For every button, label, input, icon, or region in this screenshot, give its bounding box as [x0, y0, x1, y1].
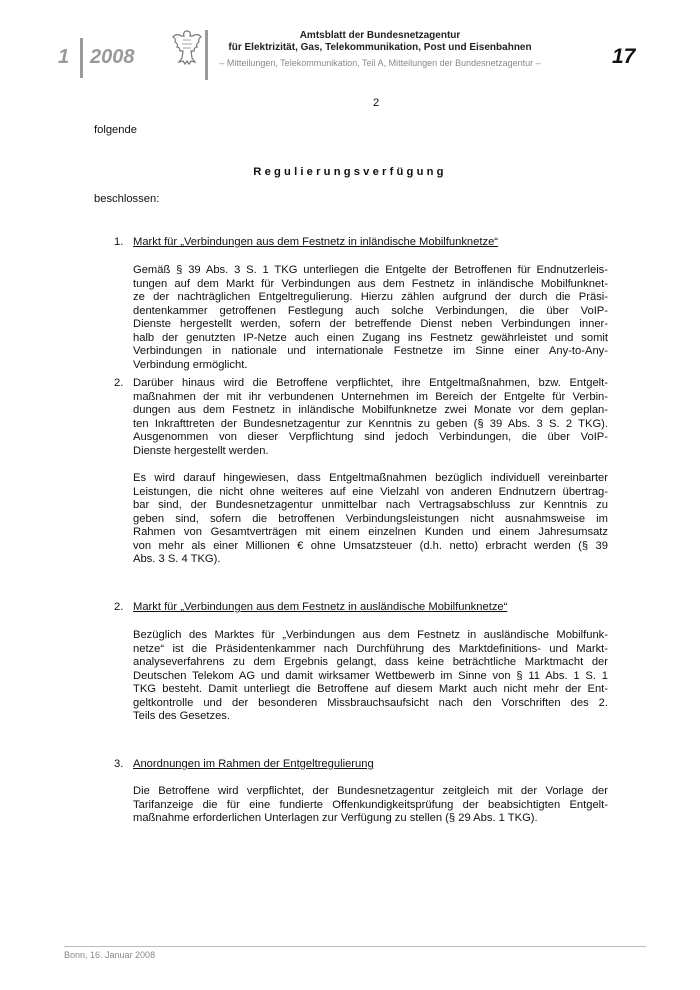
item-paragraph: [133, 264, 608, 372]
text-line: Verbindung ermöglicht.: [133, 358, 248, 371]
document-heading: Regulierungsverfügung: [253, 166, 447, 178]
text-line: geltkontrolle und der besonderen Missbrauchsaufsicht nach den Vorschriften des 2.: [133, 696, 608, 709]
gazette-title-line2: für Elektrizität, Gas, Telekommunikation, Post und Eisenbahnen: [228, 42, 532, 53]
item-paragraph: [133, 629, 608, 724]
text-line: Abs. 3 S. 4 TKG).: [133, 553, 221, 565]
text-line: ten Inkrafttreten der Bundesnetzagentur zur Kenntnis zu geben (§ 39 Abs. 3 S. 2 TKG).: [133, 417, 608, 430]
issue-divider: [80, 38, 83, 78]
text-line: halb der genutzten IP-Netze auch einen Zugang ins Festnetz gewährleistet und somit: [133, 331, 608, 344]
item-number: 1.: [114, 236, 124, 248]
header-divider: [205, 30, 208, 80]
text-line: netze“ ist die Präsidentenkammer nach Durchführung des Marktdefinitions- und Markt-: [133, 642, 608, 655]
text-line: TKG besteht. Damit unterliegt die Betroffene auf diesem Markt auch nicht mehr der Ent-: [133, 683, 608, 695]
text-line: Dienste hergestellt werden, sofern der betreffende Dienst neben Verbindungen inner-: [133, 318, 608, 330]
gazette-title: [215, 30, 545, 70]
text-line: dentenkammer getroffenen Festlegung auch solche Verbindungen, die über VoIP-: [133, 304, 608, 317]
text-line: Darüber hinaus wird die Betroffene verpflichtet, ihre Entgeltmaßnahmen, bzw. Entgelt-: [133, 377, 608, 389]
text-line: Verbindungen in nationale und internationale Festnetze im Sinne einer Any-to-Any-: [133, 345, 608, 357]
gazette-title-line1: Amtsblatt der Bundesnetzagentur: [299, 30, 461, 41]
text-line: Dienste hergestellt werden.: [133, 444, 269, 457]
text-line: von mehr als einer Millionen € ohne Umsatzsteuer (d.h. netto) erbracht werden (§ 39: [133, 539, 608, 552]
text-line: Deutschen Telekom AG und damit wirksamer Wettbewerb im Sinne von § 11 Abs. 1 S. 1: [133, 669, 608, 682]
text-line: Rahmen von Gesamtverträgen mit einem einzelnen Kunden und einem Jahresumsatz: [133, 526, 608, 538]
page-header: [0, 0, 700, 90]
text-line: Gemäß § 39 Abs. 3 S. 1 TKG unterliegen die Entgelte der Betroffenen für Endnutzerleis-: [133, 264, 608, 276]
text-line: Leistungen, die nicht ohne weiteres auf eine Vielzahl von anderen Endnutzern übertrag-: [133, 485, 608, 498]
item-paragraph: [133, 377, 608, 458]
issue-number: 1: [58, 46, 70, 68]
text-line: Es wird darauf hingewiesen, dass Entgeltmaßnahmen bezüglich individuell vereinbarter: [133, 472, 608, 484]
item-number: 2.: [114, 377, 124, 389]
text-line: ze der nachträglichen Entgeltregulierung. Hierzu zählen aufgrund der durch die Präsi-: [133, 291, 608, 303]
text-line: maßnahmen der mit ihr verbundenen Unternehmen im Bereich der Entgelte für Verbin-: [133, 390, 608, 403]
text-line: analyseverfahrens zu dem Ergebnis gelangt, dass keine beträchtliche Marktmacht der: [133, 656, 608, 668]
intro-text: folgende: [94, 124, 137, 136]
text-line: geben sind, sofern die betroffenen Verbindungsleistungen nicht ausnahmsweise im: [133, 512, 608, 525]
page-number: 17: [612, 45, 636, 68]
item-title: Markt für „Verbindungen aus dem Festnetz in ausländische Mobilfunknetze“: [133, 601, 508, 613]
closing-text: beschlossen:: [94, 193, 160, 205]
text-line: tungen auf dem Markt für Verbindungen aus dem Festnetz in inländische Mobilfunknet-: [133, 277, 608, 290]
text-line: dungen aus dem Festnetz in inländische Mobilfunknetze zwei Monate vor dem geplan-: [133, 404, 608, 416]
footer-divider: [64, 946, 646, 947]
text-line: maßnahme erforderlichen Unterlagen zur Verfügung zu stellen (§ 29 Abs. 1 TKG).: [133, 812, 538, 824]
federal-eagle-icon: [170, 28, 204, 68]
text-line: Teils des Gesetzes.: [133, 710, 230, 722]
item-number: 2.: [114, 601, 124, 613]
item-title: Anordnungen im Rahmen der Entgeltregulierung: [133, 758, 374, 770]
text-line: Tarifanzeige die für eine fundierte Offenkundigkeitsprüfung der beabsichtigten Entgelt-: [133, 798, 608, 811]
text-line: bar sind, der Bundesnetzagentur unmittelbar nach Vertragsabschluss zur Kenntnis zu: [133, 499, 608, 511]
gazette-subtitle: – Mitteilungen, Telekommunikation, Teil A, Mitteilungen der Bundesnetzagentur –: [219, 58, 541, 68]
inner-page-number: 2: [373, 97, 380, 109]
footer-date: Bonn, 16. Januar 2008: [64, 950, 156, 960]
item-paragraph: [133, 472, 608, 567]
item-title: Markt für „Verbindungen aus dem Festnetz in inländische Mobilfunknetze“: [133, 236, 499, 248]
issue-year: 2008: [90, 46, 135, 68]
text-line: Bezüglich des Marktes für „Verbindungen aus dem Festnetz in ausländische Mobilfunk-: [133, 629, 608, 641]
item-paragraph: [133, 785, 608, 826]
text-line: Die Betroffene wird verpflichtet, der Bundesnetzagentur zeitgleich mit der Vorlage der: [133, 785, 608, 797]
item-number: 3.: [114, 758, 124, 770]
text-line: Ausgenommen von dieser Verpflichtung sind jedoch Verbindungen, die über VoIP-: [133, 431, 608, 443]
